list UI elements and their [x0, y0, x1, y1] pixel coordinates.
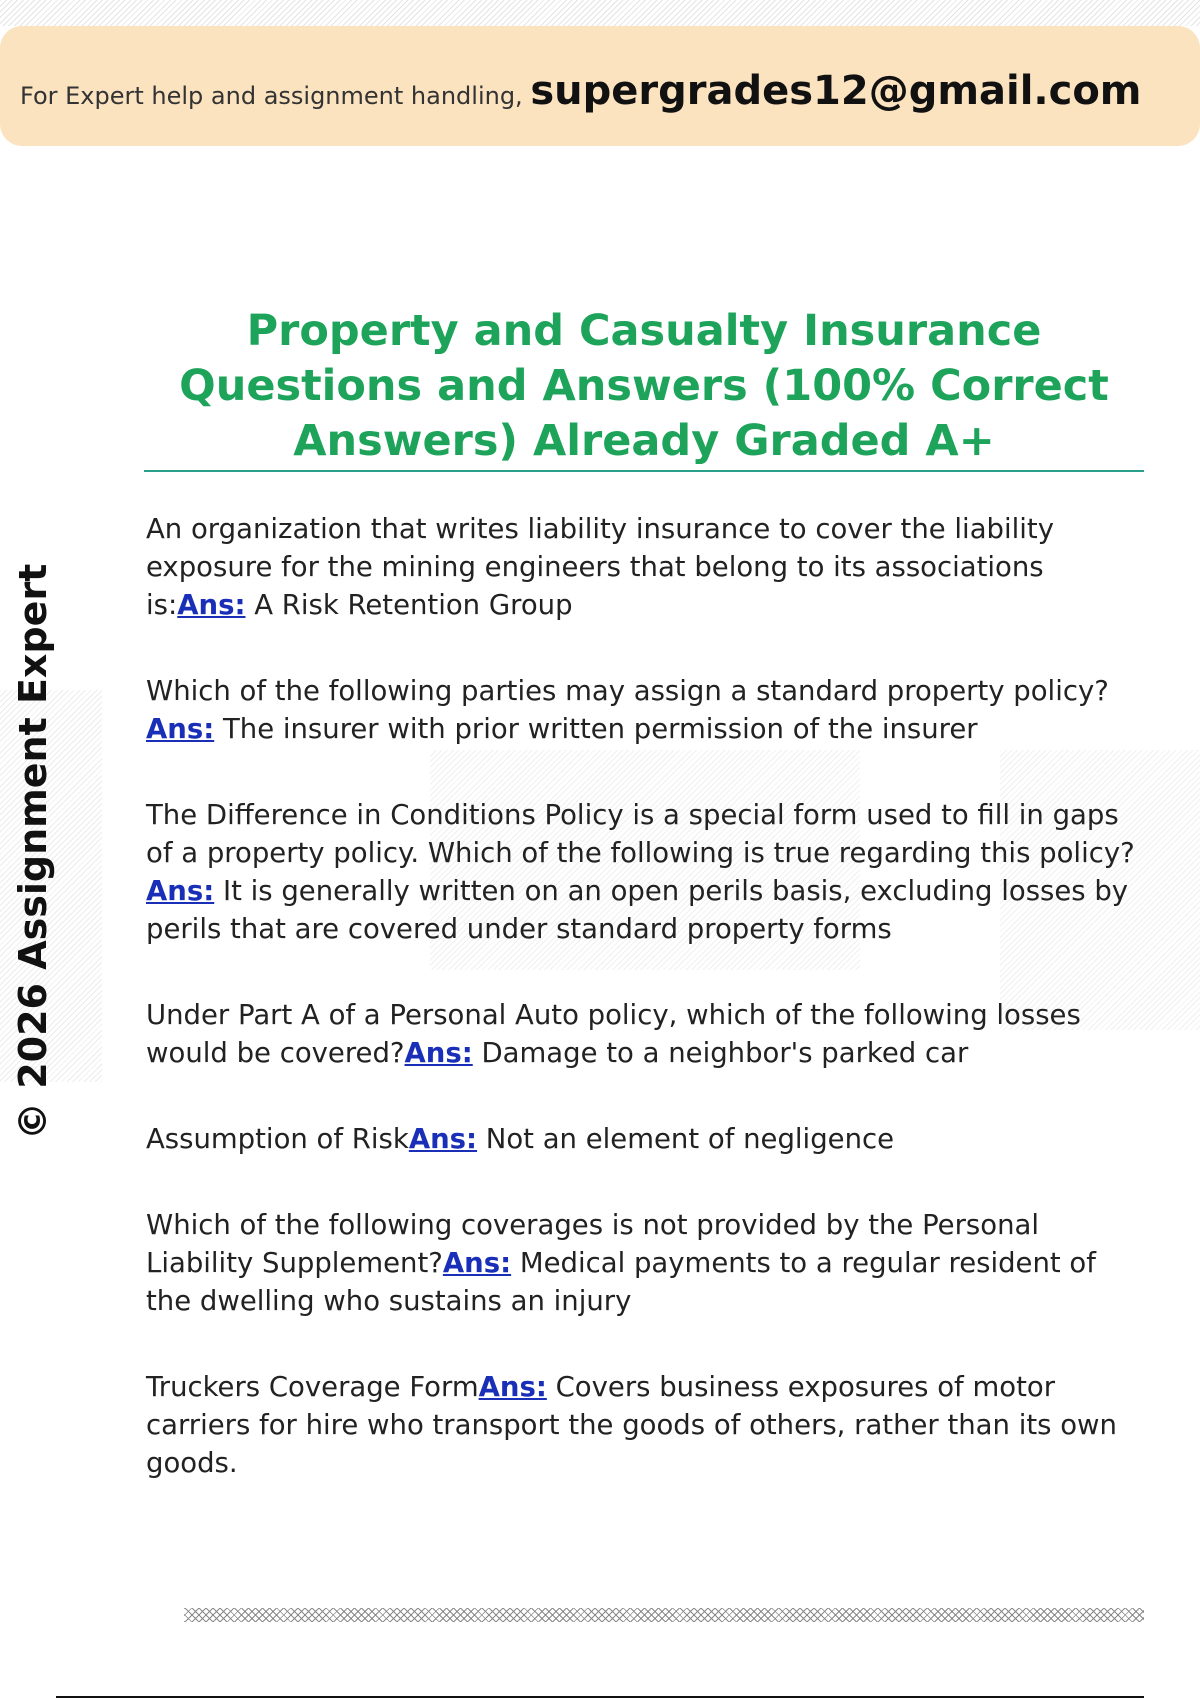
answer-link[interactable]: Ans:: [442, 1247, 512, 1279]
answer-text: A Risk Retention Group: [245, 589, 573, 621]
question-text: Which of the following parties may assign a standard property policy?: [146, 675, 1109, 707]
answer-link[interactable]: Ans:: [408, 1123, 478, 1155]
answer-text: Not an element of negligence: [477, 1123, 895, 1155]
contact-banner: [0, 26, 1200, 146]
copyright-watermark: © 2026 Assignment Expert: [11, 563, 55, 1140]
qa-item: [146, 1120, 1144, 1158]
top-hatch-border: [0, 0, 1200, 26]
title-underline: [144, 470, 1144, 472]
contact-text: [20, 68, 1141, 114]
answer-link[interactable]: Ans:: [177, 589, 246, 621]
answer-link[interactable]: Ans:: [404, 1037, 473, 1069]
qa-item: [146, 672, 1144, 748]
contact-email: supergrades12@gmail.com: [530, 68, 1142, 114]
qa-item: [146, 510, 1144, 624]
answer-text: The insurer with prior written permission of the insurer: [214, 713, 978, 745]
question-text: Truckers Coverage Form: [146, 1371, 479, 1403]
answer-link[interactable]: Ans:: [146, 713, 215, 745]
answer-text: Medical payments to a regular resident of the dwelling who sustains an injury: [146, 1247, 1096, 1317]
qa-item: [146, 1206, 1144, 1320]
question-text: An organization that writes liability insurance to cover the liability exposure for the mining engineers that belong to its associations is:: [146, 513, 1054, 621]
question-text: The Difference in Conditions Policy is a special form used to fill in gaps of a property policy. Which of the following is true regarding this policy?: [146, 799, 1135, 869]
question-text: Assumption of Risk: [146, 1123, 409, 1155]
document-title: Property and Casualty Insurance Questions and Answers (100% Correct Answers) Already Graded A+: [179, 306, 1109, 466]
qa-item: [146, 996, 1144, 1072]
decorative-separator: [184, 1608, 1144, 1622]
answer-link[interactable]: Ans:: [146, 875, 215, 907]
footer-rule: [56, 1696, 1144, 1698]
answer-text: Damage to a neighbor's parked car: [472, 1037, 969, 1069]
answer-text: It is generally written on an open perils basis, excluding losses by perils that are covered under standard property forms: [146, 875, 1129, 945]
qa-list: [146, 510, 1144, 1530]
qa-item: [146, 1368, 1144, 1482]
question-text: Which of the following coverages is not provided by the Personal Liability Supplement?: [146, 1209, 1039, 1279]
contact-prefix: For Expert help and assignment handling,: [20, 82, 531, 110]
answer-link[interactable]: Ans:: [478, 1371, 547, 1403]
question-text: Under Part A of a Personal Auto policy, which of the following losses would be covered?: [146, 999, 1081, 1069]
qa-item: [146, 796, 1144, 948]
answer-text: Covers business exposures of motor carriers for hire who transport the goods of others, rather than its own goods.: [146, 1371, 1117, 1479]
